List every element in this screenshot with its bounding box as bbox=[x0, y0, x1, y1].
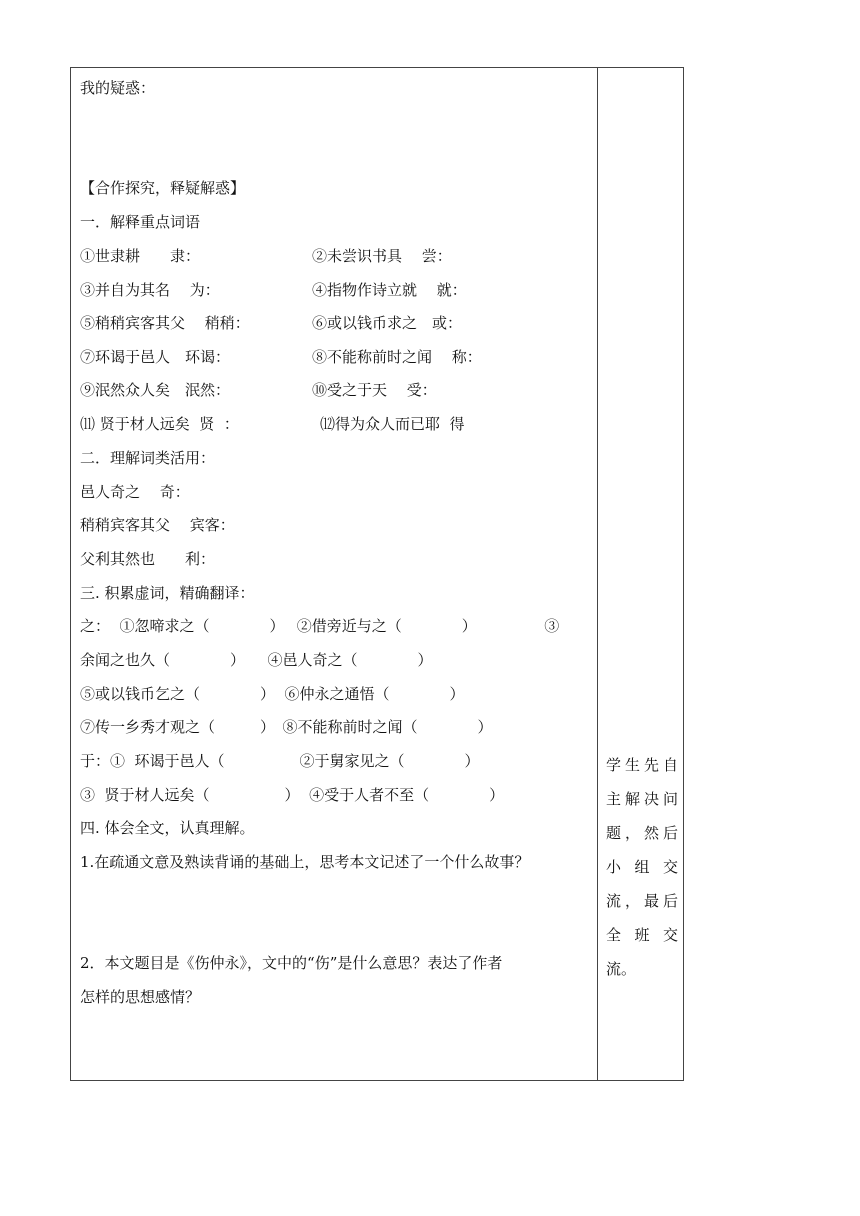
part1-heading: 一．解释重点词语 bbox=[80, 213, 201, 231]
question-1: 1.在疏通文意及熟读背诵的基础上，思考本文记述了一个什么故事？ bbox=[80, 853, 530, 871]
term-item: ⑨泯然众人矣 泯然： bbox=[80, 381, 231, 399]
doubts-label: 我的疑惑： bbox=[80, 79, 156, 97]
side-note-line: 流，最后 bbox=[606, 892, 678, 910]
side-note-line: 题，然后 bbox=[606, 824, 678, 842]
part3-heading: 三. 积累虚词，精确翻译： bbox=[80, 584, 255, 602]
question-2-cont: 怎样的思想感情？ bbox=[80, 988, 201, 1006]
term-item: ⑿得为众人而已耶 得 bbox=[320, 415, 465, 433]
usage-item: 父利其然也 利： bbox=[80, 550, 216, 568]
question-2: 2．本文题目是《伤仲永》，文中的“伤”是什么意思？表达了作者 bbox=[80, 954, 503, 972]
part4-heading: 四. 体会全文，认真理解。 bbox=[80, 819, 255, 837]
term-item: ⑥或以钱币求之 或： bbox=[312, 314, 463, 332]
term-item: ③并自为其名 为： bbox=[80, 281, 220, 299]
side-note-line: 全 班 交 bbox=[606, 926, 678, 944]
side-note-line: 学生先自 bbox=[606, 756, 678, 774]
column-divider bbox=[597, 67, 598, 1081]
particle-line: ⑦传一乡秀才观之（ ） ⑧不能称前时之闻（ ） bbox=[80, 718, 493, 736]
term-item: ②未尝识书具 尝： bbox=[312, 247, 452, 265]
side-note-line: 流。 bbox=[606, 960, 637, 978]
section-title: 【合作探究，释疑解惑】 bbox=[80, 179, 246, 197]
particle-line: 余闻之也久（ ） ④邑人奇之（ ） bbox=[80, 651, 433, 669]
term-item: ①世隶耕 隶： bbox=[80, 247, 201, 265]
term-item: ⑾ 贤于材人远矣 贤 ： bbox=[80, 415, 239, 433]
term-item: ④指物作诗立就 就： bbox=[312, 281, 467, 299]
particle-line: 于：① 环谒于邑人（ ②于舅家见之（ ） bbox=[80, 752, 480, 770]
term-item: ⑤稍稍宾客其父 稍稍： bbox=[80, 314, 250, 332]
term-item: ⑩受之于天 受： bbox=[312, 381, 437, 399]
particle-line: ⑤或以钱币乞之（ ） ⑥仲永之通悟（ ） bbox=[80, 685, 465, 703]
term-item: ⑧不能称前时之闻 称： bbox=[312, 348, 482, 366]
term-item: ⑦环谒于邑人 环谒： bbox=[80, 348, 231, 366]
side-note-line: 主解决问 bbox=[606, 790, 678, 808]
particle-line: ③ 贤于材人远矣（ ） ④受于人者不至（ ） bbox=[80, 786, 505, 804]
particle-line: 之： ①忽啼求之（ ） ②借旁近与之（ ） ③ bbox=[80, 617, 560, 635]
side-note-line: 小 组 交 bbox=[606, 858, 678, 876]
usage-item: 邑人奇之 奇： bbox=[80, 483, 190, 501]
usage-item: 稍稍宾客其父 宾客： bbox=[80, 516, 235, 534]
part2-heading: 二．理解词类活用： bbox=[80, 449, 216, 467]
side-note bbox=[606, 748, 678, 986]
